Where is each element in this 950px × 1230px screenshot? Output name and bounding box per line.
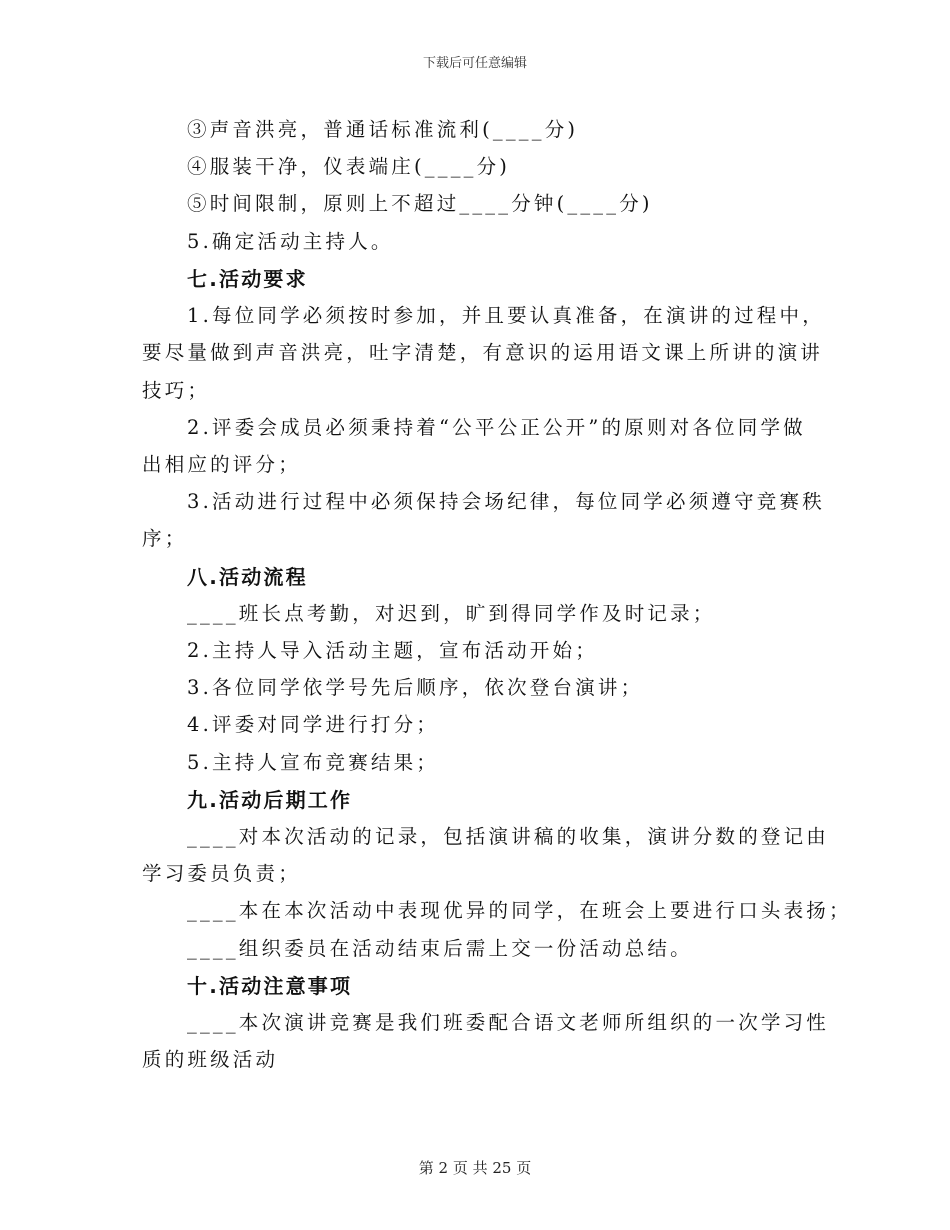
criterion-3: ③声音洪亮，普通话标准流利(____分) — [187, 118, 579, 141]
paragraph-line: 1.每位同学必须按时参加，并且要认真准备，在演讲的过程中， — [187, 304, 825, 327]
paragraph-line: 要尽量做到声音洪亮，吐字清楚，有意识的运用语文课上所讲的演讲 — [142, 341, 824, 364]
paragraph-line: ____对本次活动的记录，包括演讲稿的收集，演讲分数的登记由 — [187, 825, 830, 848]
paragraph-line: 序； — [142, 527, 188, 550]
section-heading-9: 九.活动后期工作 — [187, 788, 353, 812]
paragraph-line: 3.活动进行过程中必须保持会场纪律，每位同学必须遵守竞赛秩 — [187, 490, 825, 513]
paragraph-line: 2.主持人导入活动主题，宣布活动开始； — [187, 639, 598, 662]
section-heading-10: 十.活动注意事项 — [187, 974, 353, 998]
paragraph-line: 2.评委会成员必须秉持着“公平公正公开”的原则对各位同学做 — [187, 416, 806, 439]
page-footer: 第 2 页 共 25 页 — [418, 1159, 532, 1177]
paragraph-line: ____本在本次活动中表现优异的同学，在班会上要进行口头表扬； — [187, 899, 852, 922]
paragraph-line: ____班长点考勤，对迟到，旷到得同学作及时记录； — [187, 602, 716, 625]
paragraph-line: 技巧； — [142, 379, 211, 402]
paragraph-line: 学习委员负责； — [142, 862, 301, 885]
paragraph-line: 质的班级活动 — [142, 1048, 279, 1071]
page-header: 下载后可任意编辑 — [422, 56, 527, 71]
paragraph-line: 出相应的评分； — [142, 453, 301, 476]
section-heading-7: 七.活动要求 — [187, 267, 308, 291]
paragraph-line: ____组织委员在活动结束后需上交一份活动总结。 — [187, 937, 693, 960]
criterion-5: ⑤时间限制，原则上不超过____分钟(____分) — [187, 192, 653, 215]
paragraph-line: 3.各位同学依学号先后顺序，依次登台演讲； — [187, 676, 644, 699]
paragraph-line: 4.评委对同学进行打分； — [187, 713, 440, 736]
section-heading-8: 八.活动流程 — [187, 565, 308, 589]
paragraph-line: 5.确定活动主持人。 — [187, 230, 394, 253]
paragraph-line: 5.主持人宣布竞赛结果； — [187, 751, 440, 774]
criterion-4: ④服装干净，仪表端庄(____分) — [187, 155, 511, 178]
paragraph-line: ____本次演讲竞赛是我们班委配合语文老师所组织的一次学习性 — [187, 1011, 830, 1034]
